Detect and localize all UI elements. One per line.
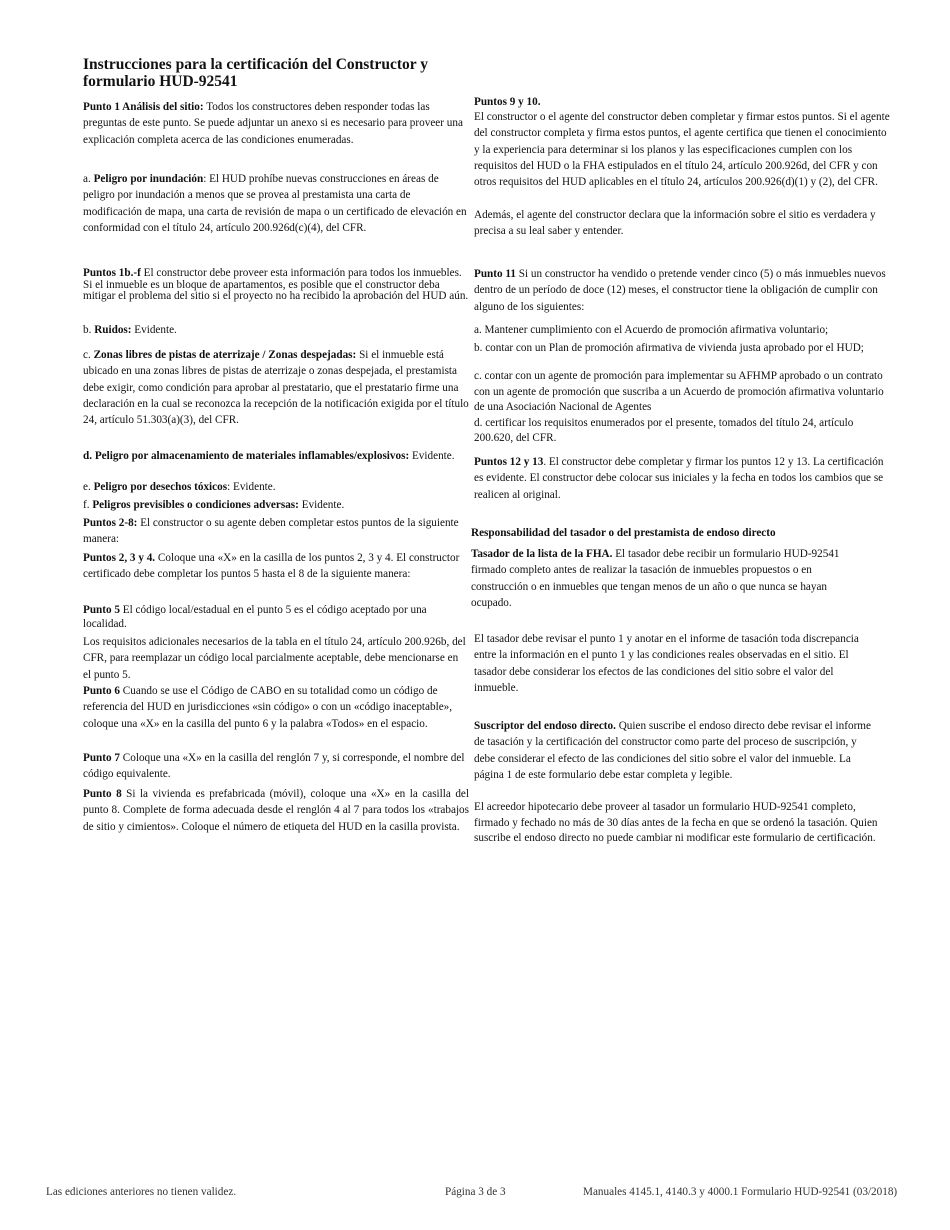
puntos-9-10-declaracion: Además, el agente del constructor declara que la información sobre el sitio es verdadera y precisa a su leal saber y entender.	[474, 209, 876, 238]
punto-5-requisitos: Los requisitos adicionales necesarios de la tabla en el título 24, artículo 200.926b, del CFR, para reemplazar un código local parcialmente aceptable, debe mencionarse en el punto 5.	[83, 636, 466, 681]
footer-form-reference: Manuales 4145.1, 4140.3 y 4000.1 Formulario HUD-92541 (03/2018)	[583, 1186, 898, 1198]
punto-f-peligros-previsibles	[83, 497, 469, 513]
responsabilidad-heading-text: Responsabilidad del tasador o del prestamista de endoso directo	[471, 527, 776, 539]
puntos-9-10-heading-line	[474, 96, 893, 109]
punto-5-text: El código local/estadual en el punto 5 es el código aceptado por una localidad.	[83, 604, 427, 630]
punto-1a-text: : El HUD prohíbe nuevas construcciones en áreas de peligro por inundación a menos que se provea al prestamista una carta de modificación de mapa, una carta de revisión de mapa o un certificado de elevación en conformidad con el título 24, artículo 200.926d(c)(4), del CFR.	[83, 173, 467, 234]
puntos-1b-f-heading: Puntos 1b.-f	[83, 267, 141, 279]
punto-f-heading: Peligros previsibles o condiciones adversas:	[92, 499, 299, 511]
punto-e-heading: Peligro por desechos tóxicos	[93, 481, 228, 493]
puntos-1b-f	[83, 268, 469, 303]
puntos-12-13-heading: Puntos 12 y 13	[474, 456, 544, 468]
punto-b-ruidos	[83, 322, 469, 338]
punto-7	[83, 750, 469, 783]
punto-11-item-a: a. Mantener cumplimiento con el Acuerdo de promoción afirmativa voluntario;	[474, 324, 829, 336]
punto-7-heading: Punto 7	[83, 752, 120, 764]
punto-11-item-b: b. contar con un Plan de promoción afirmativa de vivienda justa aprobado por el HUD;	[474, 342, 864, 354]
suscriptor-endoso-directo	[474, 718, 874, 783]
punto-5	[83, 603, 469, 631]
punto-c-text: Si el inmueble está ubicado en una zonas libres de pistas de aterrizaje o zonas despejada, el prestamista debe exigir, como condición para aprobar al prestatario, que el prestatario firme una declaración en la cual se reconozca la recepción de la notificación exigida por el título 24, artículo 51.303(a)(3), del CFR.	[83, 349, 469, 427]
puntos-12-13-text: . El constructor debe completar y firmar los puntos 12 y 13. La certificación es evidente. El constructor debe colocar sus iniciales y la fecha en todos los cambios que se realicen al original.	[474, 456, 884, 501]
punto-c-heading: Zonas libres de pistas de aterrizaje / Zonas despejadas:	[93, 349, 357, 361]
punto-11-text: Si un constructor ha vendido o pretende vender cinco (5) o más inmuebles nuevos dentro de un período de doce (12) meses, el constructor tiene la obligación de cumplir con alguno de los siguientes:	[474, 268, 886, 313]
punto-d-text: Evidente.	[409, 450, 455, 462]
tasador-fha	[471, 546, 863, 611]
punto-1-heading: Punto 1 Análisis del sitio:	[83, 101, 204, 113]
punto-c-zonas-libres	[83, 347, 469, 428]
punto-1-text: Todos los constructores deben responder todas las preguntas de este punto. Se puede adjuntar un anexo si es necesario para proveer una explicación completa acerca de las condiciones enumeradas.	[83, 101, 463, 146]
acreedor-hipotecario: El acreedor hipotecario debe proveer al tasador un formulario HUD-92541 completo, firmado y fechado no más de 30 días antes de la fecha en que se ordenó la tasación. Quien suscribe el endoso directo no puede cambiar ni modificar este formulario de certificación.	[474, 801, 878, 844]
puntos-9-10-heading: Puntos 9 y 10.	[474, 96, 541, 108]
punto-1-analisis-del-sitio	[83, 99, 469, 148]
punto-5-heading: Punto 5	[83, 604, 120, 616]
punto-11-item-d: d. certificar los requisitos enumerados por el presente, tomados del título 24, artículo 200.620, del CFR.	[474, 417, 854, 444]
puntos-2-8	[83, 515, 469, 548]
punto-8	[83, 786, 469, 835]
responsabilidad-heading	[471, 525, 893, 541]
footer-editions-note: Las ediciones anteriores no tienen validez.	[46, 1186, 237, 1198]
punto-e-desechos-toxicos	[83, 479, 469, 495]
punto-d-heading: d. Peligro por almacenamiento de materiales inflamables/explosivos:	[83, 450, 410, 462]
puntos-2-8-text: El constructor o su agente deben completar estos puntos de la siguiente manera:	[83, 517, 459, 546]
item-prefix: a.	[83, 173, 94, 185]
punto-7-text: Coloque una «X» en la casilla del renglón 7 y, si corresponde, el nombre del código equivalente.	[83, 752, 465, 781]
tasador-fha-heading: Tasador de la lista de la FHA.	[471, 548, 613, 560]
punto-1a-peligro-inundacion	[83, 171, 469, 236]
footer-page-number: Página 3 de 3	[445, 1186, 506, 1198]
punto-6-text: Cuando se use el Código de CABO en su totalidad como un código de referencia del HUD en jurisdicciones «sin código» o con un «código inaceptable», coloque una «X» en la casilla del punto 6 y la palabra «Todos» en el espacio.	[83, 685, 453, 730]
punto-8-text: Si la vivienda es prefabricada (móvil), coloque una «X» en la casilla del punto 8. Complete de forma adecuada desde el renglón 4 al 7 para todos los «trabajos de sitio y cimientos». Coloque el número de etiqueta del HUD en la casilla provista.	[83, 788, 469, 833]
suscriptor-heading: Suscriptor del endoso directo.	[474, 720, 616, 732]
puntos-9-10-text: El constructor o el agente del constructor deben completar y firmar estos puntos. Si el agente del constructor completa y firma estos puntos, el agente certifica que tienen el conocimiento y la experiencia para determinar si los planos y las especificaciones cumplen con los requisitos del HUD o la FHA estipulados en el título 24, artículo 200.926d, del CFR y con otros requisitos del HUD aplicables en el título 24, artículos 200.926(d)(1) y (2), del CFR.	[474, 111, 890, 189]
puntos-1b-f-text: El constructor debe proveer esta información para todos los inmuebles. Si el inmueble es un bloque de apartamentos, es posible que el constructor deba mitigar el problema del sitio si el proyecto no ha recibido la aprobación del HUD aún.	[83, 267, 469, 302]
document-title: Instrucciones para la certificación del Constructor y formulario HUD-92541	[83, 56, 428, 90]
punto-6-heading: Punto 6	[83, 685, 120, 697]
punto-8-heading: Punto 8	[83, 788, 122, 800]
punto-11	[474, 266, 893, 315]
item-prefix: b.	[83, 324, 95, 336]
punto-f-text: Evidente.	[298, 499, 345, 511]
puntos-2-3-4-heading: Puntos 2, 3 y 4.	[83, 552, 156, 564]
punto-11-heading: Punto 11	[474, 268, 516, 280]
punto-e-text: : Evidente.	[227, 481, 276, 493]
punto-11-item-c: c. contar con un agente de promoción para implementar su AFHMP aprobado o un contrato con un agente de promoción que suscriba a un Acuerdo de promoción afirmativa voluntario de una Asociación Nacional de Agentes	[474, 370, 884, 413]
item-prefix: c.	[83, 349, 94, 361]
puntos-2-3-4-text: Coloque una «X» en la casilla de los puntos 2, 3 y 4. El constructor certificado debe completar los puntos 5 hasta el 8 de la siguiente manera:	[83, 552, 460, 581]
tasador-revision: El tasador debe revisar el punto 1 y anotar en el informe de tasación toda discrepancia entre la información en el punto 1 y las condiciones reales observadas en el sitio. El tasador debe considerar los efectos de las condiciones del sitio sobre el valor del inmueble.	[474, 633, 859, 694]
tasador-fha-text: El tasador debe recibir un formulario HUD-92541 firmado completo antes de realizar la tasación de inmuebles propuestos o en construcción o en inmuebles que tengan menos de un año o que nunca se hayan ocupado.	[471, 548, 840, 609]
puntos-2-3-4	[83, 550, 469, 583]
puntos-12-13	[474, 454, 893, 503]
punto-6	[83, 683, 469, 732]
punto-b-heading: Ruidos:	[94, 324, 132, 336]
puntos-2-8-heading: Puntos 2-8:	[83, 517, 138, 529]
punto-b-text: Evidente.	[131, 324, 177, 336]
punto-1a-heading: Peligro por inundación	[93, 173, 204, 185]
item-prefix: f.	[83, 499, 93, 511]
suscriptor-text: Quien suscribe el endoso directo debe revisar el informe de tasación y la certificación del constructor como parte del proceso de suscripción, y debe considerar el efecto de las condiciones del sitio sobre el valor del inmueble. La página 1 de este formulario debe estar completa y legible.	[474, 720, 871, 781]
punto-d-inflamables	[83, 449, 469, 464]
item-prefix: e.	[83, 481, 94, 493]
